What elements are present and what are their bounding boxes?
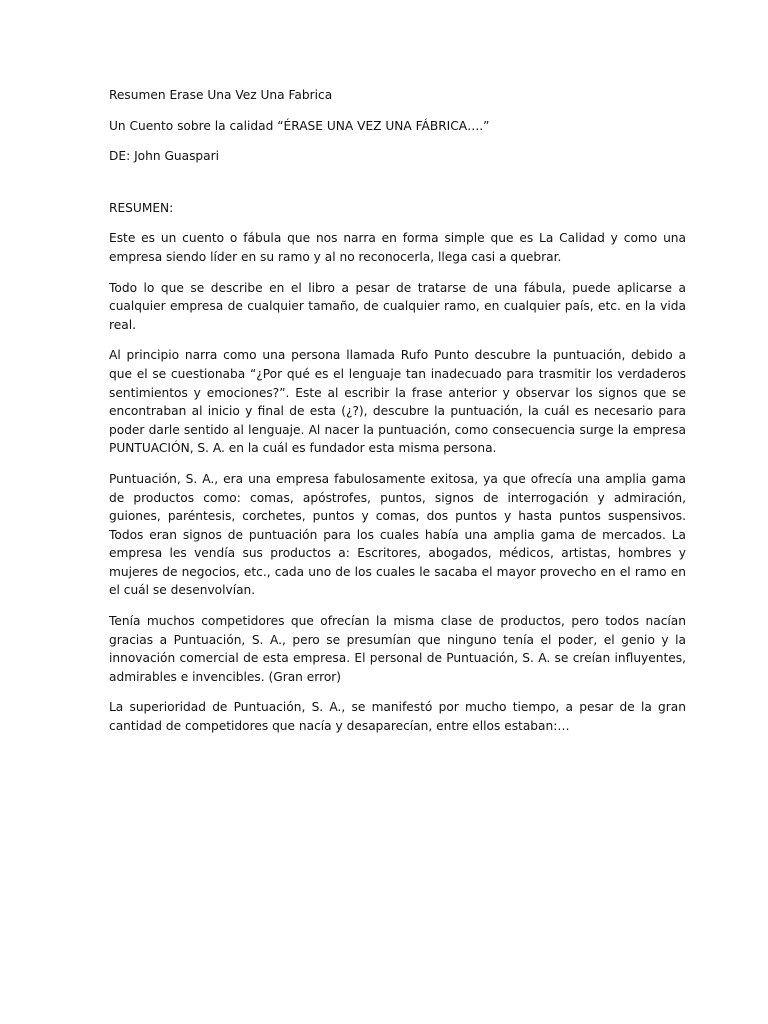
paragraph-6: La superioridad de Puntuación, S. A., se manifestó por mucho tiempo, a pesar de la gran cantidad de competidores que nacía y desaparecían, entre ellos estaban:… (109, 700, 686, 734)
document-title: Resumen Erase Una Vez Una Fabrica (109, 88, 333, 102)
section-heading: RESUMEN: (109, 200, 174, 215)
paragraph-3: Al principio narra como una persona llamada Rufo Punto descubre la puntuación, debido a que el se cuestionaba “¿Por qué es el lenguaje tan inadecuado para trasmitir los verdaderos sentimientos y emociones?”. Este al escribir la frase anterior y observar los signos que se encontraban al inicio y final de esta (¿?), descubre la puntuación, la cuál es necesario para poder darle sentido al lenguaje. Al nacer la puntuación, como consecuencia surge la empresa PUNTUACIÓN, S. A. en la cuál es fundador esta misma persona. (109, 348, 686, 456)
paragraph-2: Todo lo que se describe en el libro a pesar de tratarse de una fábula, puede aplicarse a cualquier empresa de cualquier tamaño, de cualquier ramo, en cualquier país, etc. en la vida real. (109, 280, 686, 332)
document-author: DE: John Guaspari (109, 149, 220, 164)
document-page (109, 86, 686, 748)
paragraph-5: Tenía muchos competidores que ofrecían la misma clase de productos, pero todos nacían gracias a Puntuación, S. A., pero se presumían que ninguno tenía el poder, el genio y la innovación comercial de esta empresa. El personal de Puntuación, S. A. se creían influyentes, admirables e invencibles. (Gran error) (109, 614, 686, 684)
document-subtitle: Un Cuento sobre la calidad “ÉRASE UNA VEZ UNA FÁBRICA….” (109, 118, 490, 133)
paragraph-4: Puntuación, S. A., era una empresa fabulosamente exitosa, ya que ofrecía una amplia gama de productos como: comas, apóstrofes, puntos, signos de interrogación y admiración, guiones, paréntesis, corchetes, puntos y comas, dos puntos y hasta puntos suspensivos. Todos eran signos de puntuación para los cuales había una amplia gama de mercados. La empresa les vendía sus productos a: Escritores, abogados, médicos, artistas, hombres y mujeres de negocios, etc., cada uno de los cuales le sacaba el mayor provecho en el ramo en el cuál se desenvolvían. (109, 471, 686, 598)
paragraph-1: Este es un cuento o fábula que nos narra en forma simple que es La Calidad y como una empresa siendo líder en su ramo y al no reconocerla, llega casi a quebrar. (109, 231, 686, 264)
